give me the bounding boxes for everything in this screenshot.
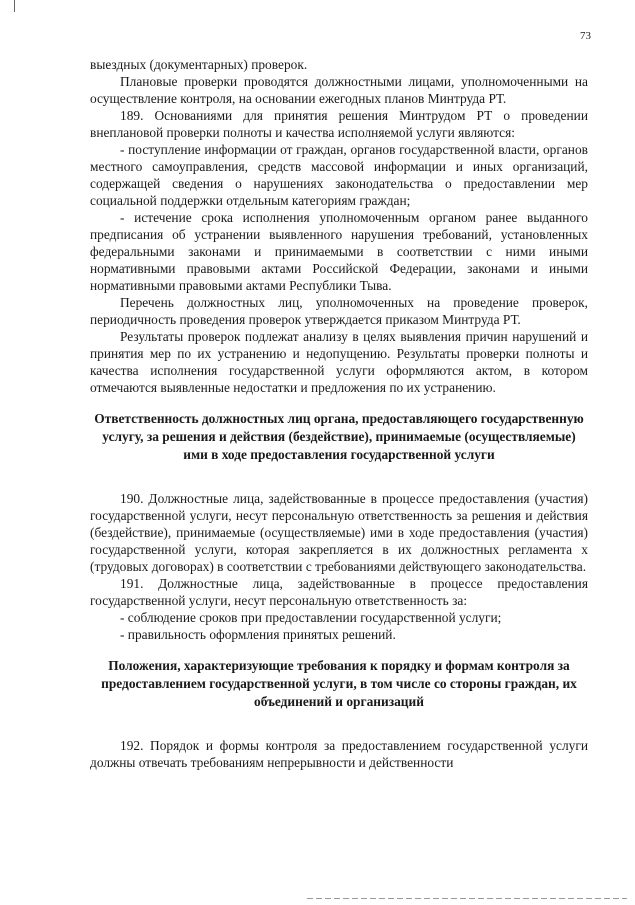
list-item: - истечение срока исполнения уполномоченным органом ранее выданного предписания об устранении выявленного нарушения требований, установленных федеральными законами и принимаемыми в соответствии с ними иными нормативными правовыми актами Российской Федерации, законами и иными нормативными правовыми актами Республики Тыва. [90,210,588,293]
scan-edge-line [307,898,627,899]
paragraph: Результаты проверок подлежат анализу в целях выявления причин нарушений и принятия мер по их устранению и недопущению. Результаты проверки полноты и качества исполнения государственной услуги оформляются актом, в котором отмечаются выявленные недостатки и предложения по их устранению. [90,329,588,395]
section-heading: Ответственность должностных лиц органа, предоставляющего государственную услугу, за решения и действия (бездействие), принимаемые (осуществляемые) ими в ходе предоставления государственной услуги [94,411,584,462]
margin-mark [14,0,15,12]
paragraph: Плановые проверки проводятся должностными лицами, уполномоченными на осуществление контроля, на основании ежегодных планов Минтруда РТ. [90,74,588,106]
page-number: 73 [580,30,591,42]
list-item: - правильность оформления принятых решений. [120,627,396,642]
paragraph: 190. Должностные лица, задействованные в процессе предоставления (участия) государственной услуги, несут персональную ответственность за решения и действия (бездействие), принимаемые (осуществляемые) ими в ходе предоставления (участия) государственной услуги, которая закрепляется в их должностных регламента х (трудовых договорах) в соответствии с требованиями действующего законодательства. [90,491,588,574]
paragraph: 191. Должностные лица, задействованные в процессе предоставления государственной услуги, несут персональную ответственность за: [90,576,588,608]
paragraph: выездных (документарных) проверок. [90,57,308,72]
list-item: - поступление информации от граждан, органов государственной власти, органов местного самоуправления, средств массовой информации и иных организаций, содержащей сведения о нарушениях законодательства о предоставлении мер социальной поддержки отдельным категориям граждан; [90,142,588,208]
list-item: - соблюдение сроков при предоставлении государственной услуги; [120,610,502,625]
section-heading: Положения, характеризующие требования к порядку и формам контроля за предоставлением государственной услуги, в том числе со стороны граждан, их объединений и организаций [101,658,577,709]
document-body [90,56,588,771]
paragraph: Перечень должностных лиц, уполномоченных на проведение проверок, периодичность проведения проверок утверждается приказом Минтруда РТ. [90,295,588,327]
paragraph: 192. Порядок и формы контроля за предоставлением государственной услуги должны отвечать требованиям непрерывности и действенности [90,738,588,770]
paragraph: 189. Основаниями для принятия решения Минтрудом РТ о проведении внеплановой проверки полноты и качества исполняемой услуги являются: [90,108,588,140]
